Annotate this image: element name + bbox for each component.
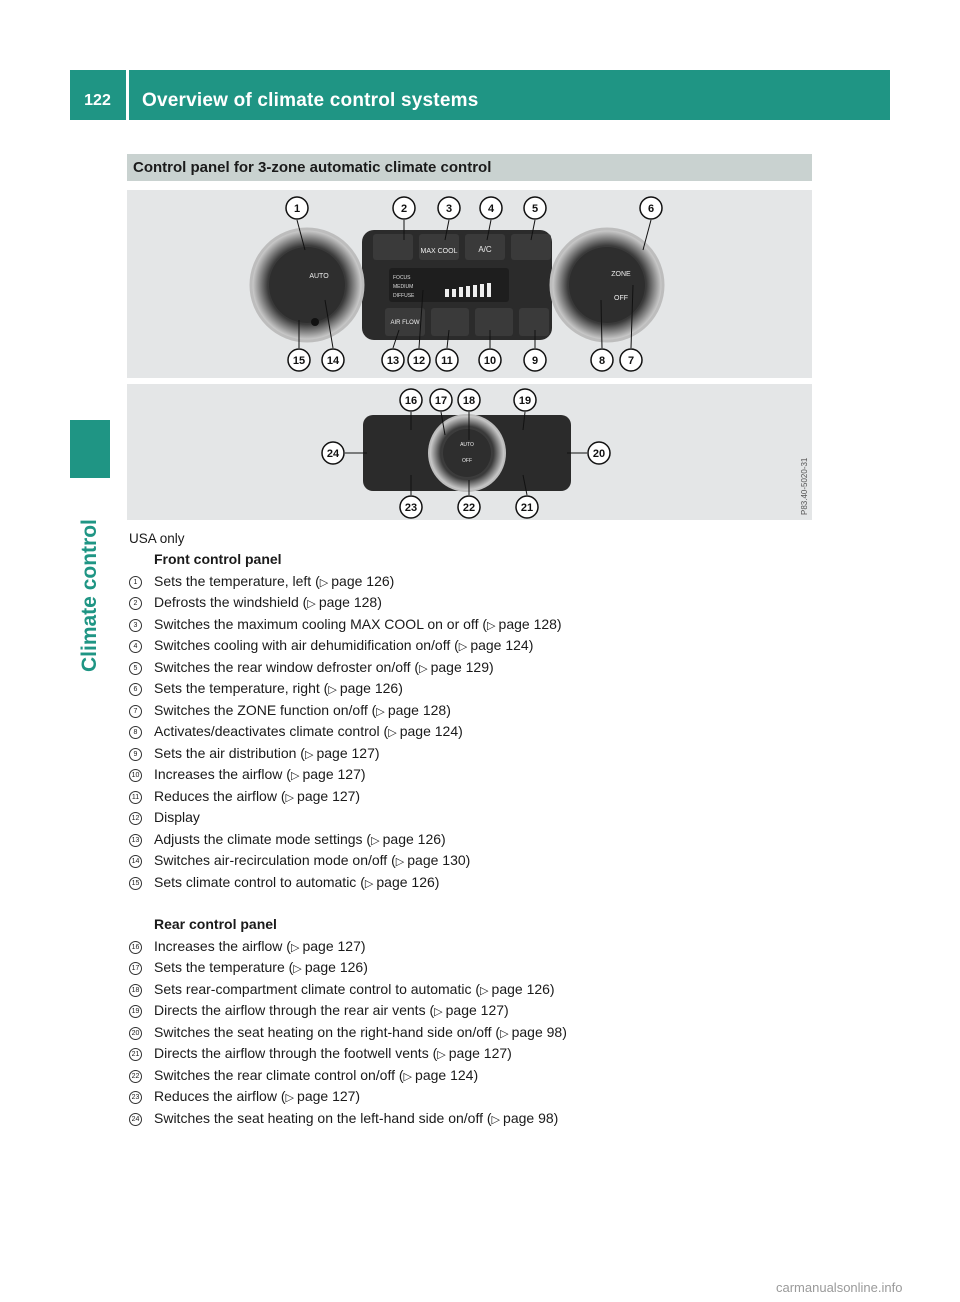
legend-item	[129, 571, 809, 593]
page-arrow-icon: ▷	[328, 684, 340, 696]
callout-number: 3	[129, 614, 154, 636]
legend-text: Sets the temperature, left (▷ page 126)	[154, 572, 395, 589]
section-title: Control panel for 3-zone automatic climate control	[133, 159, 492, 176]
callout-number: 2	[129, 592, 154, 614]
callout-number: 15	[129, 872, 154, 894]
usa-only-note: USA only	[129, 531, 185, 546]
legend-text: Switches the seat heating on the right-hand side on/off (▷ page 98)	[154, 1023, 567, 1040]
page-arrow-icon: ▷	[388, 727, 400, 739]
page-reference[interactable]: page 127)	[448, 1045, 512, 1061]
rear-items	[129, 936, 809, 1130]
svg-text:24: 24	[326, 448, 340, 460]
legend-item	[129, 614, 809, 636]
svg-text:AUTO: AUTO	[460, 442, 474, 448]
page-arrow-icon: ▷	[500, 1027, 512, 1040]
svg-text:3: 3	[445, 203, 453, 215]
legend-text: Switches the rear window defroster on/off (▷ page 129)	[154, 658, 494, 675]
legend-item	[129, 1022, 809, 1044]
svg-text:16: 16	[404, 395, 418, 407]
legend-item	[129, 807, 809, 829]
svg-text:22: 22	[462, 502, 476, 514]
svg-text:AIR FLOW: AIR FLOW	[390, 320, 420, 326]
svg-text:1: 1	[293, 203, 301, 215]
callout-number: 7	[129, 700, 154, 722]
chapter-title: Overview of climate control systems	[142, 90, 479, 111]
callout-number: 6	[129, 678, 154, 700]
legend-text: Switches the seat heating on the left-hand side on/off (▷ page 98)	[154, 1109, 559, 1126]
svg-text:8: 8	[598, 355, 606, 367]
max-cool-label: MAX COOL	[420, 248, 458, 255]
page-arrow-icon: ▷	[376, 705, 388, 718]
page-reference[interactable]: page 124)	[415, 1066, 479, 1083]
legend-text: Reduces the airflow (▷ page 127)	[154, 1088, 361, 1104]
legend-text: Switches the maximum cooling MAX COOL on or off (▷ page 128)	[154, 615, 562, 632]
svg-text:19: 19	[518, 395, 532, 407]
page-arrow-icon: ▷	[304, 748, 317, 761]
svg-text:MEDIUM: MEDIUM	[393, 284, 414, 290]
legend-item	[129, 936, 809, 958]
svg-text:7: 7	[627, 355, 635, 367]
callout-number: 17	[129, 957, 154, 979]
legend-item	[129, 1065, 809, 1087]
callout-number: 13	[129, 829, 154, 851]
page-arrow-icon: ▷	[364, 877, 377, 890]
climate-panel-figure	[127, 190, 812, 520]
page-reference[interactable]: page 126)	[491, 980, 555, 997]
page-reference[interactable]: page 98)	[511, 1023, 567, 1040]
page-arrow-icon: ▷	[395, 856, 408, 868]
legend-item	[129, 657, 809, 679]
page-reference[interactable]: page 124)	[470, 637, 534, 653]
page-arrow-icon: ▷	[437, 1049, 449, 1061]
legend-list	[129, 549, 809, 1129]
page-reference[interactable]: page 127)	[445, 1002, 509, 1018]
callout-number: 18	[129, 979, 154, 1001]
callout-number: 23	[129, 1086, 154, 1108]
svg-text:2: 2	[400, 203, 408, 215]
page-reference[interactable]: page 126)	[382, 830, 446, 847]
svg-text:23: 23	[404, 502, 418, 514]
legend-item	[129, 1043, 809, 1065]
svg-text:DIFFUSE: DIFFUSE	[393, 293, 415, 299]
legend-item	[129, 786, 809, 808]
legend-text: Sets climate control to automatic (▷ page 126)	[154, 873, 440, 890]
callout-number: 21	[129, 1043, 154, 1065]
svg-text:11: 11	[441, 355, 453, 367]
page-arrow-icon: ▷	[434, 1006, 446, 1018]
figure-code: P83.40-5020-31	[800, 457, 809, 515]
page-reference[interactable]: page 128)	[387, 701, 451, 718]
page-reference[interactable]: page 128)	[318, 594, 382, 610]
page-arrow-icon: ▷	[285, 1092, 298, 1104]
page-reference[interactable]: page 127)	[297, 787, 361, 804]
front-items	[129, 571, 809, 894]
svg-text:9: 9	[531, 355, 539, 367]
callout-number: 10	[129, 764, 154, 786]
legend-item	[129, 1000, 809, 1022]
page-arrow-icon: ▷	[487, 619, 499, 632]
page-reference[interactable]: page 126)	[376, 873, 440, 890]
page-arrow-icon: ▷	[293, 963, 305, 975]
legend-text: Directs the airflow through the rear air vents (▷ page 127)	[154, 1002, 509, 1018]
page-arrow-icon: ▷	[458, 641, 471, 653]
page-arrow-icon: ▷	[419, 662, 431, 675]
callout-number: 14	[129, 850, 154, 872]
svg-text:4: 4	[487, 203, 495, 215]
legend-item	[129, 1108, 809, 1130]
svg-text:17: 17	[434, 395, 448, 407]
legend-text: Sets rear-compartment climate control to automatic (▷ page 126)	[154, 980, 555, 997]
watermark: carmanualsonline.info	[776, 1280, 903, 1295]
svg-text:20: 20	[592, 448, 606, 460]
legend-text: Switches the ZONE function on/off (▷ page 128)	[154, 701, 451, 718]
ac-label: A/C	[478, 245, 492, 254]
callout-number: 8	[129, 721, 154, 743]
callout-number: 22	[129, 1065, 154, 1087]
legend-text: Display	[154, 809, 200, 825]
svg-text:10: 10	[483, 355, 497, 367]
svg-text:OFF: OFF	[614, 295, 628, 302]
callout-number: 1	[129, 571, 154, 593]
legend-text: Sets the temperature (▷ page 126)	[154, 959, 368, 975]
page-reference[interactable]: page 127)	[316, 744, 380, 761]
svg-text:5: 5	[531, 203, 539, 215]
legend-item	[129, 592, 809, 614]
legend-text: Sets the temperature, right (▷ page 126)	[154, 680, 403, 696]
legend-item	[129, 764, 809, 786]
legend-text: Reduces the airflow (▷ page 127)	[154, 787, 361, 804]
legend-text: Directs the airflow through the footwell vents (▷ page 127)	[154, 1045, 512, 1061]
legend-text: Sets the air distribution (▷ page 127)	[154, 744, 380, 761]
page-arrow-icon: ▷	[285, 791, 298, 804]
front-panel-heading: Front control panel	[154, 551, 282, 567]
page-reference[interactable]: page 126)	[339, 680, 403, 696]
legend-item	[129, 979, 809, 1001]
svg-text:14: 14	[326, 355, 340, 367]
legend-text: Adjusts the climate mode settings (▷ page 126)	[154, 830, 446, 847]
legend-item	[129, 635, 809, 657]
legend-item	[129, 743, 809, 765]
svg-text:AUTO: AUTO	[309, 273, 329, 280]
legend-item	[129, 850, 809, 872]
page-reference[interactable]: page 124)	[399, 723, 463, 739]
legend-text: Activates/deactivates climate control (▷ page 124)	[154, 723, 463, 739]
callout-number: 5	[129, 657, 154, 679]
svg-text:6: 6	[647, 203, 655, 215]
page-reference[interactable]: page 129)	[430, 658, 494, 675]
svg-text:ZONE: ZONE	[611, 271, 631, 278]
legend-text: Switches the rear climate control on/off (▷ page 124)	[154, 1066, 479, 1083]
page-arrow-icon: ▷	[290, 770, 303, 782]
legend-item	[129, 721, 809, 743]
callout-number: 9	[129, 743, 154, 765]
page-reference[interactable]: page 130)	[407, 852, 471, 868]
legend-text: Switches air-recirculation mode on/off (▷ page 130)	[154, 852, 471, 868]
rear-panel-heading: Rear control panel	[154, 916, 277, 932]
page-reference[interactable]: page 126)	[304, 959, 368, 975]
page-reference[interactable]: page 127)	[302, 937, 366, 954]
svg-text:18: 18	[462, 395, 476, 407]
legend-item	[129, 872, 809, 894]
page-number: 122	[84, 92, 111, 109]
page-arrow-icon: ▷	[290, 941, 303, 954]
legend-item	[129, 1086, 809, 1108]
page-reference[interactable]: page 98)	[503, 1109, 559, 1126]
legend-item	[129, 957, 809, 979]
page-arrow-icon: ▷	[480, 984, 492, 997]
callout-number: 11	[129, 786, 154, 808]
legend-text: Increases the airflow (▷ page 127)	[154, 937, 366, 954]
callout-number: 4	[129, 635, 154, 657]
callout-number: 12	[129, 807, 154, 829]
callout-number: 16	[129, 936, 154, 958]
svg-text:21: 21	[520, 502, 534, 514]
legend-text: Increases the airflow (▷ page 127)	[154, 766, 366, 782]
page-reference[interactable]: page 126)	[331, 572, 395, 589]
page-reference[interactable]: page 128)	[498, 615, 562, 632]
svg-text:FOCUS: FOCUS	[393, 275, 411, 281]
svg-text:15: 15	[292, 355, 306, 367]
page-reference[interactable]: page 127)	[297, 1088, 361, 1104]
page-arrow-icon: ▷	[319, 576, 332, 589]
legend-item	[129, 678, 809, 700]
page-arrow-icon: ▷	[371, 834, 383, 847]
svg-text:12: 12	[412, 355, 426, 367]
callout-number: 19	[129, 1000, 154, 1022]
svg-text:13: 13	[386, 355, 400, 367]
header-divider	[126, 70, 129, 120]
callout-number: 24	[129, 1108, 154, 1130]
callout-number: 20	[129, 1022, 154, 1044]
page-reference[interactable]: page 127)	[302, 766, 366, 782]
page-arrow-icon: ▷	[403, 1070, 416, 1083]
page-arrow-icon: ▷	[307, 598, 319, 610]
svg-text:OFF: OFF	[462, 458, 472, 464]
legend-item	[129, 700, 809, 722]
legend-text: Defrosts the windshield (▷ page 128)	[154, 594, 382, 610]
page-arrow-icon: ▷	[491, 1113, 504, 1126]
legend-item	[129, 829, 809, 851]
legend-text: Switches cooling with air dehumidification on/off (▷ page 124)	[154, 637, 534, 653]
